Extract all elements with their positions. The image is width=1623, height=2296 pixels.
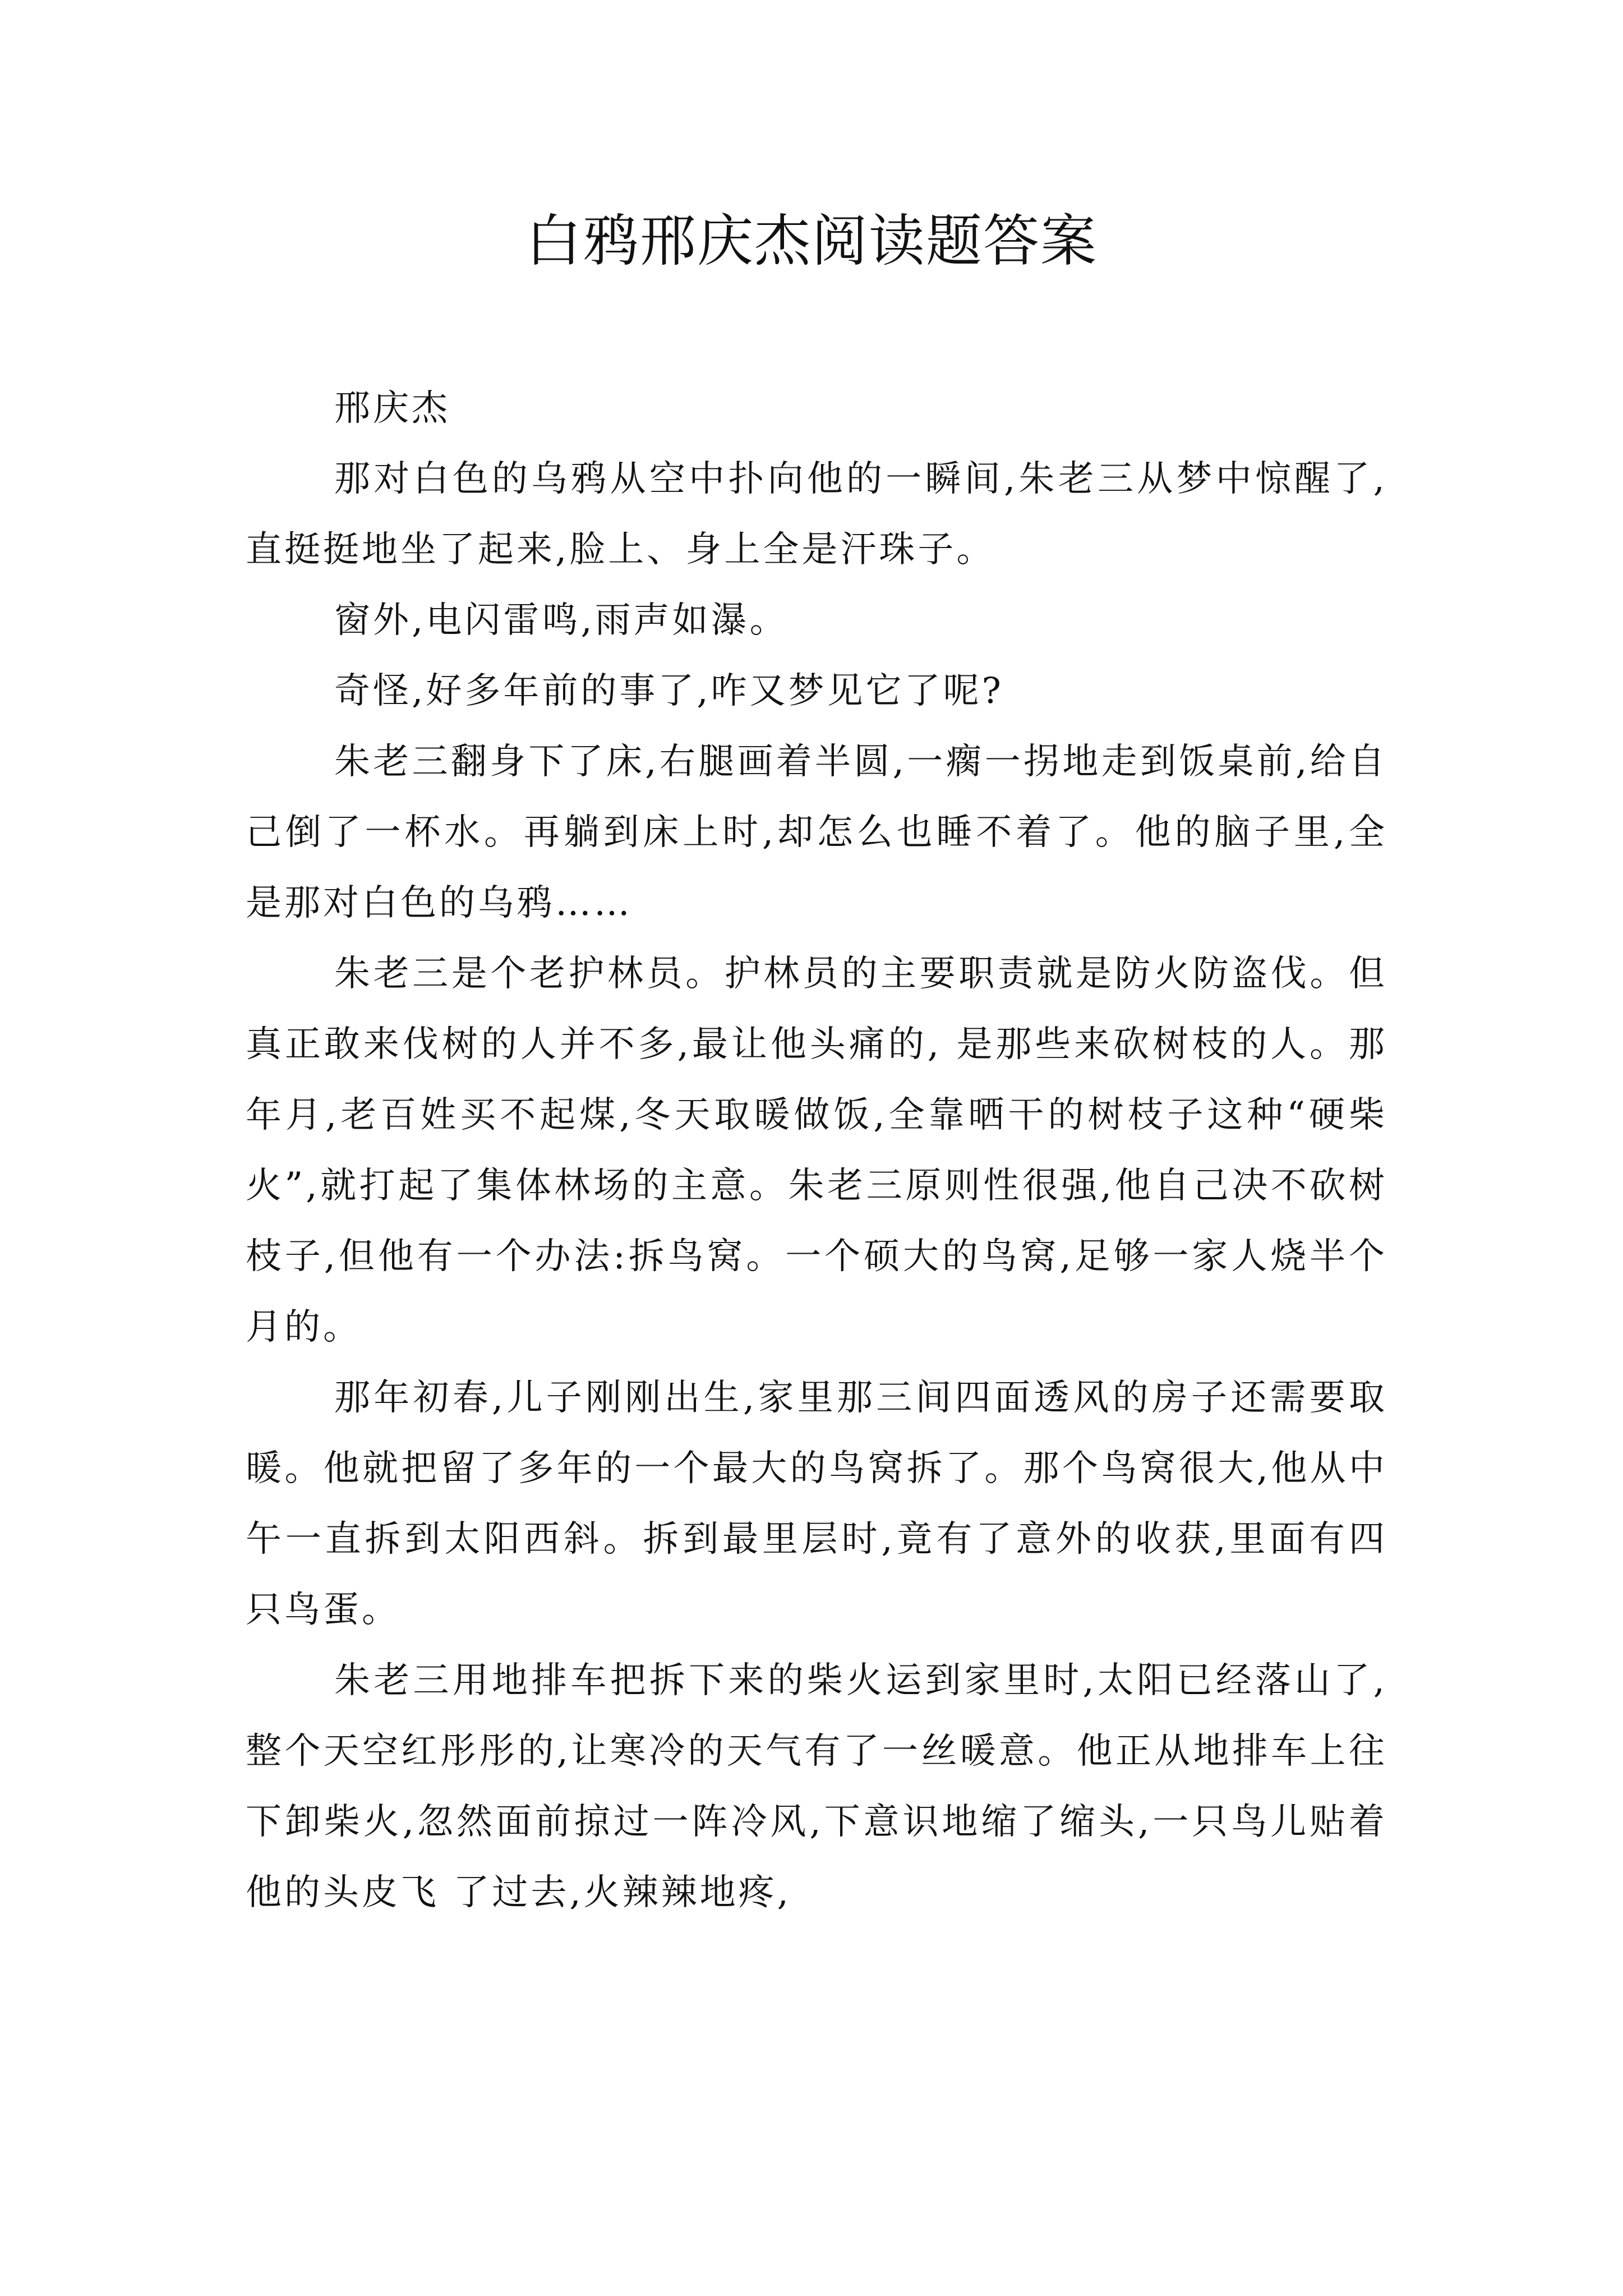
paragraph: 那对白色的乌鸦从空中扑向他的一瞬间,朱老三从梦中惊醒了,直挺挺地坐了起来,脸上、身上全是汗珠子。 [246, 458, 1387, 570]
paragraph: 朱老三用地排车把拆下来的柴火运到家里时,太阳已经落山了,整个天空红彤彤的,让寒冷的天气有了一丝暖意。他正从地排车上往下卸柴火,忽然面前掠过一阵冷风,下意识地缩了缩头,一只鸟儿贴着他的头皮飞 了过去,火辣辣地疼, [246, 1660, 1387, 1913]
author-name: 邢庆杰 [334, 388, 450, 429]
paragraph: 奇怪,好多年前的事了,咋又梦见它了呢? [334, 670, 1004, 712]
paragraph: 那年初春,儿子刚刚出生,家里那三间四面透风的房子还需要取暖。他就把留了多年的一个最大的鸟窝拆了。那个鸟窝很大,他从中午一直拆到太阳西斜。拆到最里层时,竟有了意外的收获,里面有四只鸟蛋。 [246, 1377, 1387, 1631]
document-title: 白鸦邢庆杰阅读题答案 [525, 208, 1098, 274]
paragraph: 朱老三翻身下了床,右腿画着半圆,一瘸一拐地走到饭桌前,给自己倒了一杯水。再躺到床上时,却怎么也睡不着了。他的脑子里,全是那对白色的乌鸦…… [246, 741, 1387, 924]
paragraph: 朱老三是个老护林员。护林员的主要职责就是防火防盗伐。但真正敢来伐树的人并不多,最让他头痛的, 是那些来砍树枝的人。那年月,老百姓买不起煤,冬天取暖做饭,全靠晒干的树枝子这种“硬柴火”,就打起了集体林场的主意。朱老三原则性很强,他自己决不砍树枝子,但他有一个办法:拆鸟窝。一个硕大的鸟窝,足够一家人烧半个月的。 [246, 953, 1387, 1348]
article-body [246, 373, 1387, 1928]
paragraph: 窗外,电闪雷鸣,雨声如瀑。 [334, 600, 789, 641]
